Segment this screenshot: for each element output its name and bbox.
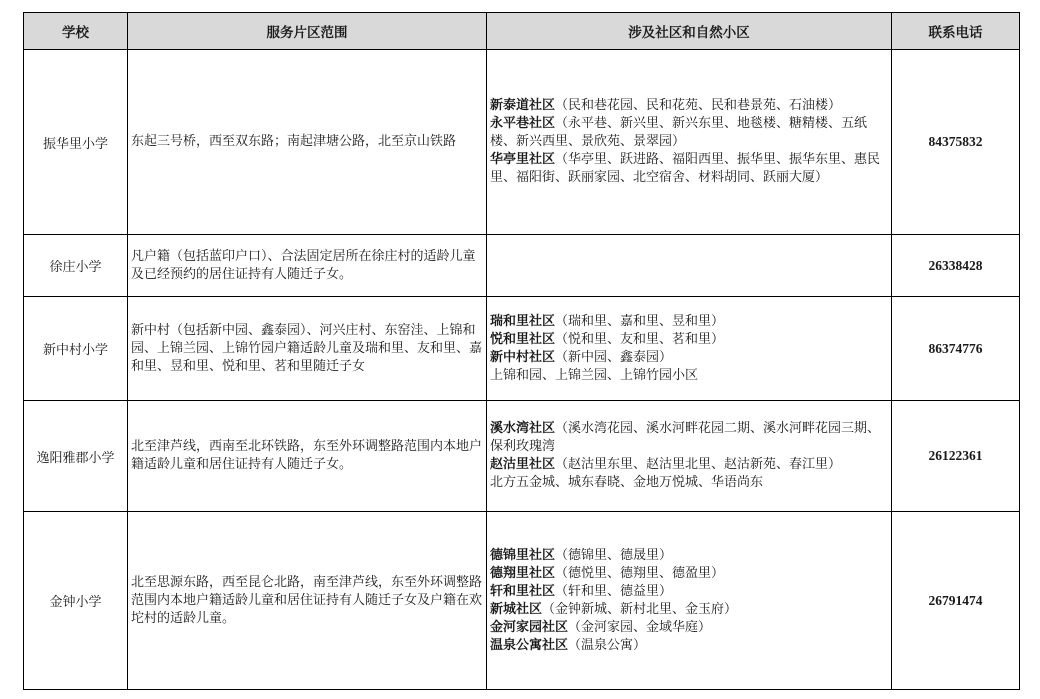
community-entry: [490, 637, 888, 655]
community-list: [487, 235, 892, 297]
community-entry: [490, 115, 888, 151]
community-entry: [490, 583, 888, 601]
community-entry: [490, 601, 888, 619]
service-range: 新中村（包括新中园、鑫泰园）、河兴庄村、东窑洼、上锦和园、上锦兰园、上锦竹园户籍适龄儿童及瑞和里、友和里、嘉和里、昱和里、悦和里、茗和里随迁子女: [128, 297, 487, 401]
community-entry: [490, 456, 888, 474]
community-name: 瑞和里社区: [490, 313, 556, 329]
community-detail: （瑞和里、嘉和里、昱和里）: [555, 313, 725, 329]
table-header-row: [24, 13, 1020, 50]
community-entry: [490, 97, 888, 115]
community-name: 温泉公寓社区: [490, 637, 569, 653]
community-detail: （新中园、鑫泰园）: [555, 349, 673, 365]
school-district-table: [23, 12, 1020, 690]
service-range: 北至津芦线，西南至北环铁路，东至外环调整路范围内本地户籍适龄儿童和居住证持有人随迁子女。: [128, 401, 487, 512]
community-detail: （民和巷花园、民和花苑、民和巷景苑、石油楼）: [555, 98, 842, 113]
community-detail: （德悦里、德翔里、德盈里）: [555, 565, 725, 581]
community-entry: [490, 420, 888, 456]
header-service-range: 服务片区范围: [128, 13, 487, 50]
community-name: 溪水湾社区: [490, 421, 556, 436]
phone-number: 26338428: [892, 235, 1020, 297]
community-detail: （金钟新城、新村北里、金玉府）: [542, 601, 738, 617]
community-name: 新中村社区: [490, 349, 556, 365]
community-entry: [490, 331, 888, 349]
community-name: 新泰道社区: [490, 98, 556, 113]
community-name: 轩和里社区: [490, 583, 556, 599]
community-detail: （溪水湾花园、溪水河畔花园二期、溪水河畔花园三期、保利玫瑰湾: [490, 421, 881, 454]
school-name: 金钟小学: [24, 512, 128, 690]
community-entry: [490, 547, 888, 565]
community-entry: [490, 349, 888, 367]
phone-number: 86374776: [892, 297, 1020, 401]
community-detail: （华亭里、跃进路、福阳西里、振华里、振华东里、惠民里、福阳街、跃丽家园、北空宿舍、材料胡同、跃丽大厦）: [490, 152, 881, 185]
community-list: [487, 50, 892, 235]
community-name: 悦和里社区: [490, 331, 556, 347]
community-detail: （赵沽里东里、赵沽里北里、赵沽新苑、春江里）: [555, 457, 842, 472]
table-row: [24, 401, 1020, 512]
phone-number: 84375832: [892, 50, 1020, 235]
community-name: 赵沽里社区: [490, 457, 556, 472]
community-list: [487, 401, 892, 512]
community-entry: [490, 565, 888, 583]
community-detail: （轩和里、德益里）: [555, 583, 673, 599]
community-entry: [490, 313, 888, 331]
table-row: [24, 50, 1020, 235]
community-detail: （金河家园、金域华庭）: [568, 619, 712, 635]
service-range: 北至思源东路，西至昆仑北路，南至津芦线，东至外环调整路范围内本地户籍适龄儿童和居住证持有人随迁子女及户籍在欢坨村的适龄儿童。: [128, 512, 487, 690]
community-name: 金河家园社区: [490, 619, 569, 635]
community-detail: （悦和里、友和里、茗和里）: [555, 331, 725, 347]
table-row: [24, 512, 1020, 690]
community-list: [487, 512, 892, 690]
community-name: 永平巷社区: [490, 116, 556, 131]
header-school: 学校: [24, 13, 128, 50]
school-name: 徐庄小学: [24, 235, 128, 297]
service-range: 凡户籍（包括蓝印户口）、合法固定居所在徐庄村的适龄儿童及已经预约的居住证持有人随迁子女。: [128, 235, 487, 297]
community-extra: 上锦和园、上锦兰园、上锦竹园小区: [490, 367, 699, 383]
school-name: 振华里小学: [24, 50, 128, 235]
school-name: 逸阳雅郡小学: [24, 401, 128, 512]
community-extra: 北方五金城、城东春晓、金地万悦城、华语尚东: [490, 475, 764, 490]
community-name: 新城社区: [490, 601, 543, 617]
community-entry: [490, 151, 888, 187]
phone-number: 26791474: [892, 512, 1020, 690]
table-row: [24, 235, 1020, 297]
table-row: [24, 297, 1020, 401]
community-name: 华亭里社区: [490, 152, 556, 167]
header-phone: 联系电话: [892, 13, 1020, 50]
school-name: 新中村小学: [24, 297, 128, 401]
community-name: 德翔里社区: [490, 565, 556, 581]
header-communities: 涉及社区和自然小区: [487, 13, 892, 50]
community-detail: （温泉公寓）: [568, 637, 647, 653]
community-name: 德锦里社区: [490, 547, 556, 563]
phone-number: 26122361: [892, 401, 1020, 512]
service-range: 东起三号桥，西至双东路；南起津塘公路，北至京山铁路: [128, 50, 487, 235]
community-detail: （永平巷、新兴里、新兴东里、地毯楼、糖精楼、五纸楼、新兴西里、景欣苑、景翠园）: [490, 116, 868, 149]
community-detail: （德锦里、德晟里）: [555, 547, 673, 563]
community-list: [487, 297, 892, 401]
community-entry: [490, 619, 888, 637]
